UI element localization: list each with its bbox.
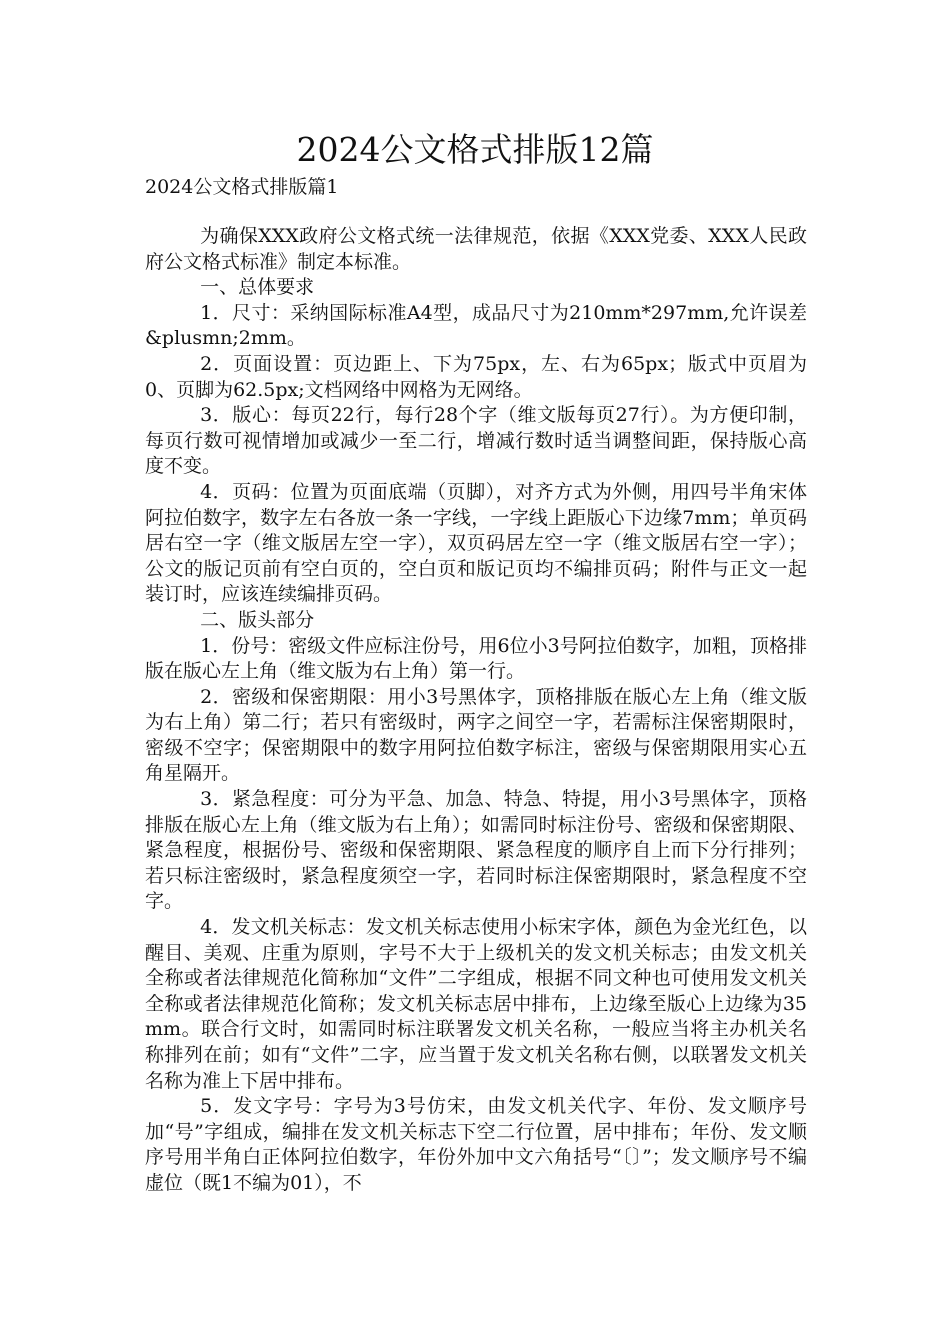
section-heading: 一、总体要求 xyxy=(200,276,315,299)
section-heading: 二、版头部分 xyxy=(200,608,315,631)
paragraph: 2．密级和保密期限：用小3号黑体字，顶格排版在版心左上角（维文版为右上角）第二行；若只有密级时，两字之间空一字，若需标注保密期限时，密级不空字；保密期限中的数字用阿拉伯数字标注，密级与保密期限用实心五角星隔开。 xyxy=(145,685,807,785)
paragraph: 5．发文字号：字号为3号仿宋，由发文机关代字、年份、发文顺序号加“号”字组成，编排在发文机关标志下空二行位置，居中排布；年份、发文顺序号用半角白正体阿拉伯数字，年份外加中文六角括号“〔〕”；发文顺序号不编虚位（既1不编为01），不 xyxy=(145,1095,807,1194)
paragraph: 为确保XXX政府公文格式统一法律规范，依据《XXX党委、XXX人民政府公文格式标准》制定本标准。 xyxy=(145,225,807,273)
document-body xyxy=(145,224,807,1197)
paragraph: 3．紧急程度：可分为平急、加急、特急、特提，用小3号黑体字，顶格排版在版心左上角（维文版为右上角）；如需同时标注份号、密级和保密期限、紧急程度，根据份号、密级和保密期限、紧急程度的顺序自上而下分行排列；若只标注密级时，紧急程度须空一字，若同时标注保密期限时，紧急程度不空字。 xyxy=(145,788,807,913)
document-subtitle: 2024公文格式排版篇1 xyxy=(145,176,339,198)
paragraph: 2．页面设置：页边距上、下为75px，左、右为65px；版式中页眉为0、页脚为62.5px;文档网络中网格为无网络。 xyxy=(145,352,807,401)
paragraph: 1．尺寸：采纳国际标准A4型，成品尺寸为210mm*297mm,允许误差&plusmn;2mm。 xyxy=(145,301,807,350)
paragraph: 4．发文机关标志：发文机关标志使用小标宋字体，颜色为金光红色，以醒目、美观、庄重为原则，字号不大于上级机关的发文机关标志；由发文机关全称或者法律规范化简称加“文件”二字组成，根据不同文种也可使用发文机关全称或者法律规范化简称；发文机关标志居中排布，上边缘至版心上边缘为35mm。联合行文时，如需同时标注联署发文机关名称，一般应当将主办机关名称排列在前；如有“文件”二字，应当置于发文机关名称右侧，以联署发文机关名称为准上下居中排布。 xyxy=(145,916,807,1092)
document-title: 2024公文格式排版12篇 xyxy=(296,130,654,169)
paragraph: 3．版心：每页22行，每行28个字（维文版每页27行）。为方便印制，每页行数可视情增加或减少一至二行，增减行数时适当调整间距，保持版心高度不变。 xyxy=(145,404,807,478)
paragraph: 1．份号：密级文件应标注份号，用6位小3号阿拉伯数字，加粗，顶格排版在版心左上角（维文版为右上角）第一行。 xyxy=(145,634,807,683)
paragraph: 4．页码：位置为页面底端（页脚），对齐方式为外侧，用四号半角宋体阿拉伯数字，数字左右各放一条一字线，一字线上距版心下边缘7mm；单页码居右空一字（维文版居左空一字），双页码居左空一字（维文版居右空一字）；公文的版记页前有空白页的，空白页和版记页均不编排页码；附件与正文一起装订时，应该连续编排页码。 xyxy=(145,480,807,606)
